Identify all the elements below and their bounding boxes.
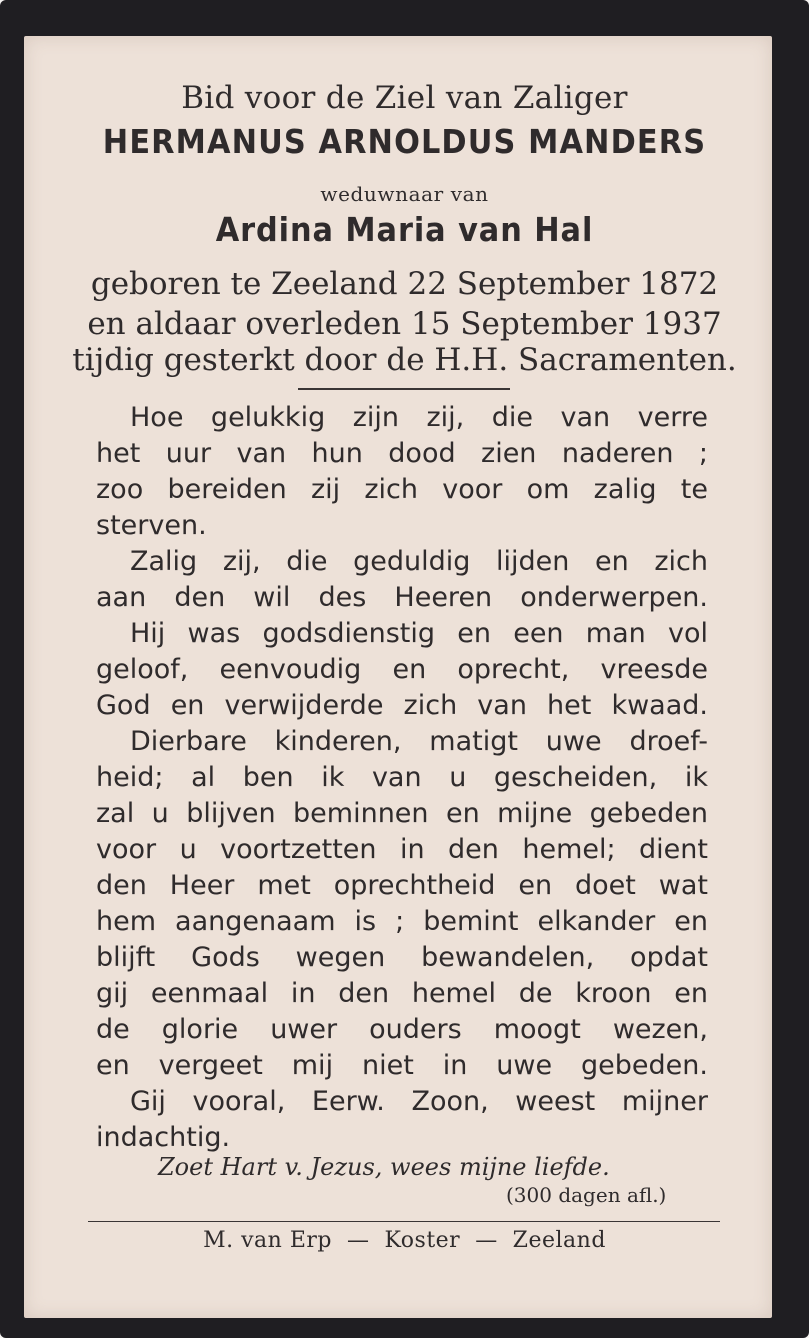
body-line: Gij vooral, Eerw. Zoon, weest mijner [130, 1086, 708, 1117]
sacraments-line: tijdig gesterkt door de H.H. Sacramenten. [72, 342, 737, 378]
body-line: het uur van hun dood zien naderen ; [96, 438, 708, 469]
header-divider [298, 388, 510, 390]
body-line: en vergeet mij niet in uwe gebeden. [96, 1050, 708, 1081]
prayer-line: Zoet Hart v. Jezus, wees mijne liefde. [158, 1153, 610, 1181]
body-line: zoo bereiden zij zich voor om zalig te [96, 474, 708, 505]
intro-text: Bid voor de Ziel van Zaliger [181, 80, 628, 116]
birth-line: geboren te Zeeland 22 September 1872 [90, 266, 719, 302]
body-line: geloof, eenvoudig en oprecht, vreesde [96, 654, 708, 685]
body-line: heid; al ben ik van u gescheiden, ik [96, 762, 708, 793]
body-line: sterven. [96, 510, 207, 541]
body-line: aan den wil des Heeren onderwerpen. [96, 582, 708, 613]
spouse-name: Ardina Maria van Hal [215, 210, 594, 249]
body-line: blijft Gods wegen bewandelen, opdat [96, 942, 708, 973]
body-line: zal u blijven beminnen en mijne gebeden [96, 798, 708, 829]
printer-imprint: M. van Erp — Koster — Zeeland [203, 1228, 606, 1253]
body-line: Hoe gelukkig zijn zij, die van verre [130, 402, 708, 433]
body-line: de glorie uwer ouders moogt wezen, [96, 1014, 708, 1045]
deceased-name: HERMANUS ARNOLDUS MANDERS [102, 122, 707, 161]
body-line: den Heer met oprechtheid en doet wat [96, 870, 708, 901]
body-line: indachtig. [96, 1122, 231, 1153]
body-line: Dierbare kinderen, matigt uwe droef- [130, 726, 708, 757]
body-line: Zalig zij, die geduldig lijden en zich [130, 546, 708, 577]
body-line: Hij was godsdienstig en een man vol [130, 618, 708, 649]
body-line: gij eenmaal in den hemel de kroon en [96, 978, 708, 1009]
death-line: en aldaar overleden 15 September 1937 [87, 306, 722, 342]
relation-text: weduwnaar van [320, 182, 489, 206]
body-line: God en verwijderde zich van het kwaad. [96, 690, 708, 721]
indulgence-note: (300 dagen afl.) [506, 1183, 667, 1207]
body-line: voor u voortzetten in den hemel; dient [96, 834, 708, 865]
footer-divider [88, 1221, 720, 1222]
body-line: hem aangenaam is ; bemint elkander en [96, 906, 708, 937]
